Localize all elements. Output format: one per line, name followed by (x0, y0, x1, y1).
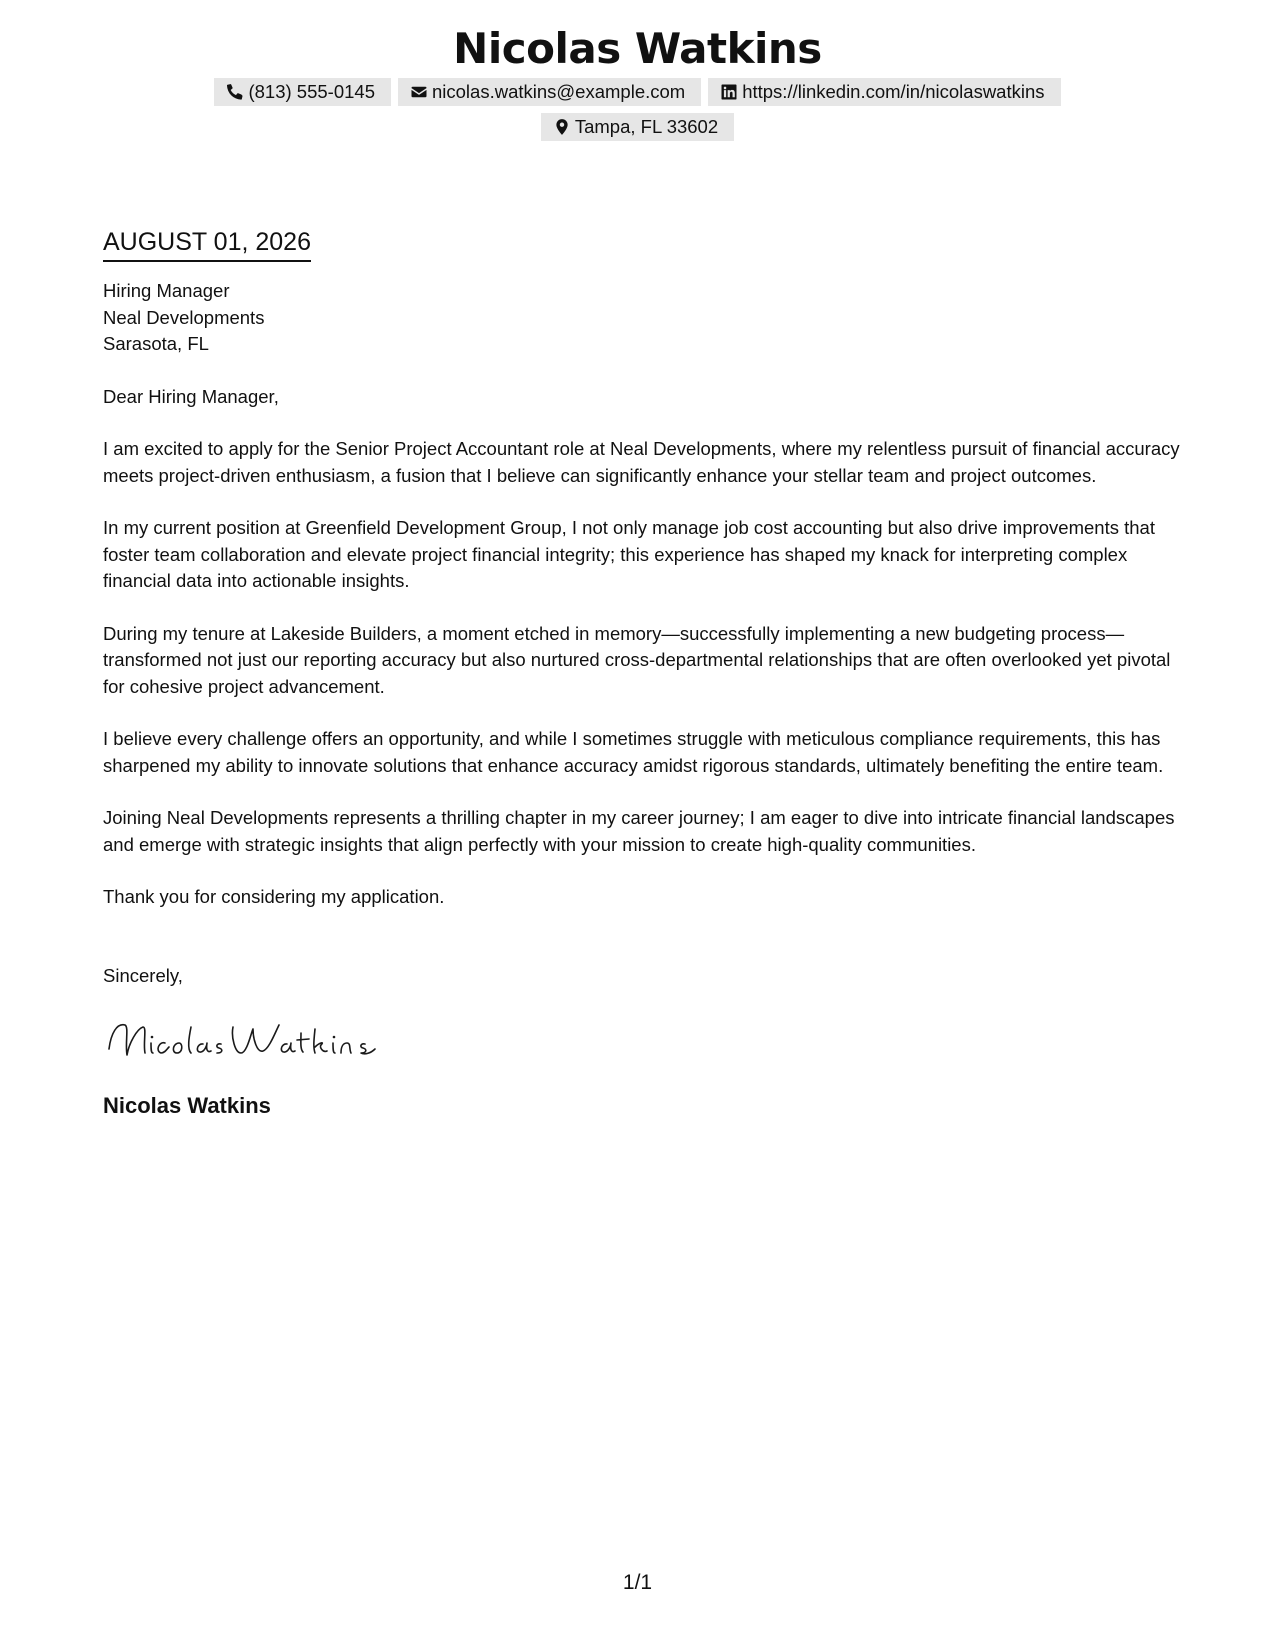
body-paragraph: Thank you for considering my application. (103, 886, 445, 907)
handwritten-signature (103, 1013, 403, 1073)
signer-name: Nicolas Watkins (103, 1093, 271, 1118)
email-address: nicolas.watkins@example.com (431, 81, 686, 102)
letter-header (0, 22, 1275, 141)
body-paragraph: I am excited to apply for the Senior Project Accountant role at Neal Developments, where my relentless pursuit of financial accuracy meets project-driven enthusiasm, a fusion that I believe can significantly enhance your stellar team and project outcomes. (103, 438, 1180, 486)
location-text: Tampa, FL 33602 (574, 116, 719, 137)
letter-date: AUGUST 01, 2026 (103, 225, 311, 262)
linkedin-chip (708, 78, 1060, 106)
linkedin-url[interactable]: https://linkedin.com/in/nicolaswatkins (742, 81, 1045, 102)
recipient-block (103, 278, 1183, 358)
recipient-company: Neal Developments (103, 306, 265, 328)
closing: Sincerely, (103, 964, 183, 986)
recipient-location: Sarasota, FL (103, 333, 209, 354)
recipient-title: Hiring Manager (103, 280, 230, 301)
phone-number: (813) 555-0145 (248, 81, 375, 102)
body-paragraph: During my tenure at Lakeside Builders, a moment etched in memory—successfully implementing a new budgeting process—transformed not just our reporting accuracy but also nurtured cross-departmental relationships that are often overlooked yet pivotal for cohesive project advancement. (103, 622, 1171, 697)
phone-icon (226, 83, 244, 101)
letter-body (103, 225, 1183, 1121)
phone-chip (214, 78, 391, 106)
signature-image (103, 1013, 403, 1073)
map-pin-icon (553, 118, 571, 136)
body-paragraph: Joining Neal Developments represents a thrilling chapter in my career journey; I am eager to dive into intricate financial landscapes and emerge with strategic insights that align perfectly with your mission to create high-quality communities. (103, 807, 1175, 855)
envelope-icon (410, 83, 428, 101)
linkedin-icon (720, 83, 738, 101)
body-paragraph: In my current position at Greenfield Development Group, I not only manage job cost accounting but also drive improvements that foster team collaboration and elevate project financial integrity; this experience has shaped my knack for interpreting complex financial data into actionable insights. (103, 517, 1155, 591)
applicant-name: Nicolas Watkins (453, 24, 822, 73)
location-chip (541, 113, 734, 141)
contact-info (188, 78, 1088, 141)
page-indicator: 1/1 (622, 1571, 653, 1594)
body-paragraph: I believe every challenge offers an opportunity, and while I sometimes struggle with meticulous compliance requirements, this has sharpened my ability to innovate solutions that enhance accuracy amidst rigorous standards, ultimately benefiting the entire team. (103, 728, 1164, 776)
email-chip (398, 78, 701, 106)
salutation: Dear Hiring Manager, (103, 385, 279, 407)
